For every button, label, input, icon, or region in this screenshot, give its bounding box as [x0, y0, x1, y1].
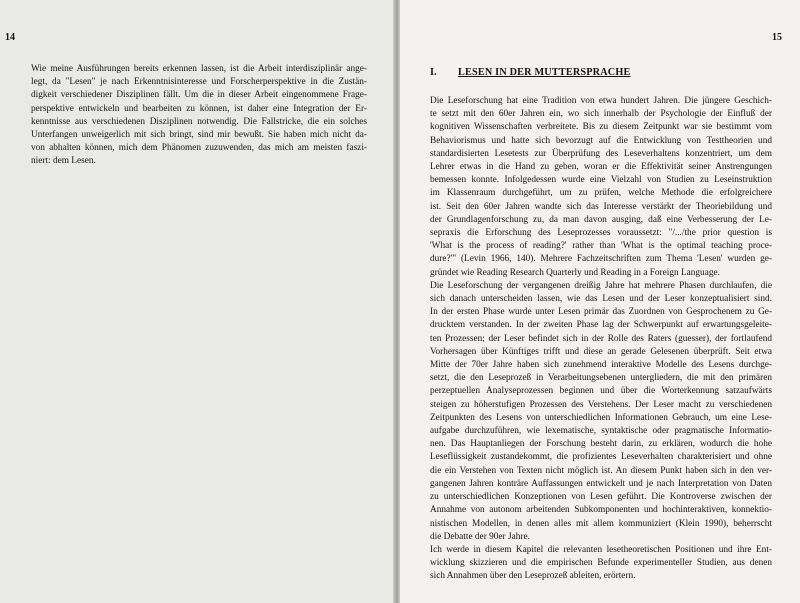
text-line: gangenen Jahren konträre Auffassungen entwickelt und je nach Interpretation von Daten	[430, 478, 772, 489]
text-line: legt, da "Lesen" je nach Erkenntnisinteresse und Forscherperspektive in die Zustän-	[31, 77, 367, 88]
text-line: steigen zu höherstufigen Prozessen des Verstehens. Der Leser macht zu verschiedenen	[430, 399, 772, 410]
chapter-heading	[430, 67, 630, 78]
text-line: digkeit verschiedener Disziplinen fällt. Um die in dieser Arbeit eingenommene Frage-	[31, 90, 367, 101]
text-line: Ich werde in diesem Kapitel die relevanten lesetheoretischen Positionen und ihre Ent-	[430, 544, 772, 555]
text-line: ist. Seit den 60er Jahren wandte sich das Interesse verstärkt der Theoriebildung und	[430, 201, 772, 212]
text-line: Lehrer etwas in die Hand zu geben, woran er die Effektivität seiner Anstrengungen	[430, 162, 772, 173]
text-line: 'What is the process of reading?' rather than 'What is the optimal teaching proce-	[430, 241, 772, 252]
text-line: setzt, die den Leseprozeß in Verarbeitungsebenen untergliedern, die mit den primären	[430, 373, 772, 384]
text-line: von abhalten können, mich dem Phänomen zuzuwenden, das mich am meisten faszi-	[31, 143, 367, 154]
text-line: standardisierten Lesetests zur Überprüfung des Leseverhaltens konzentriert, um dem	[430, 148, 772, 159]
text-line: sich Annahmen über den Leseprozeß ableiten, erörtern.	[430, 571, 636, 582]
text-line: aufgabe durchzuführen, wie lexematische, syntaktische oder pragmatische Informatio-	[430, 426, 772, 437]
text-line: Zeitpunkten des Lesens von unterschiedlichen Informationen Gebrauch, um eine Lese-	[430, 412, 772, 423]
text-line: nen. Das Hauptanliegen der Forschung besteht darin, zu erklären, wodurch die hohe	[430, 439, 772, 450]
chapter-number: I.	[430, 67, 437, 78]
text-line: kognitiven Wissenschaften verbreitete. Bis zu diesem Zeitpunkt war sie bestimmt vom	[430, 122, 772, 133]
text-line: sich danach unterscheiden lassen, wie das Lesen und der Leser konzeptualisiert sind.	[430, 294, 772, 305]
text-line: Wie meine Ausführungen bereits erkennen lassen, ist die Arbeit interdisziplinär ange-	[31, 64, 367, 74]
chapter-body	[430, 95, 772, 584]
text-line: Behaviorismus und hatte sich bevorzugt auf die Entwicklung von Testtheorien und	[430, 135, 772, 146]
right-page	[400, 0, 800, 603]
text-line: wicklung skizzieren und die empirischen Befunde experimenteller Studien, aus denen	[430, 558, 772, 569]
text-line: die ein Verstehen von Texten nicht möglich ist. An diesem Punkt haben sich in den ver-	[430, 465, 772, 476]
text-line: bemessen konnte. Infolgedessen wurde eine Vielzahl von Studien zu Leseinstruktion	[430, 175, 772, 186]
text-line: gründet wie Reading Research Quarterly und Reading in a Foreign Language.	[430, 267, 720, 278]
text-line: Vorhersagen über Künftiges trifft und diese an gerade Gelesenen überprüft. Seit etwa	[430, 346, 772, 357]
text-line: perzeptuellen Analyseprozessen beginnen und über die Worterkennung satzaufwärts	[430, 386, 772, 397]
page-number: 15	[772, 32, 782, 43]
text-line: die Debatte der 90er Jahre.	[430, 531, 530, 542]
page-number: 14	[5, 32, 15, 43]
text-line: Mitte der 70er Jahre haben sich zunehmend interaktive Modelle des Lesens durchge-	[430, 360, 772, 371]
text-line: Annahme von autonom arbeitenden Subkomponenten und hochinteraktiven, konnektio-	[430, 505, 772, 516]
text-line: ten Prozessen; der Leser befindet sich in der Rolle des Raters (guesser), der fortlaufend	[430, 333, 772, 344]
text-line: te setzt mit den 60er Jahren ein, wo sich innerhalb der Psychologie der Einfluß der	[430, 109, 772, 120]
text-line: sepraxis die Erforschung des Leseprozesses voraussetzt: "/.../the prior question is	[430, 228, 772, 239]
text-line: kenntnisse aus verschiedenen Disziplinen notwendig. Die Fallstricke, die ein solches	[31, 116, 367, 127]
text-line: Die Leseforschung der vergangenen dreißig Jahre hat mehrere Phasen durchlaufen, die	[430, 280, 772, 291]
text-line: niert: dem Lesen.	[31, 156, 96, 167]
text-line: In der ersten Phase wurde unter Lesen primär das Zuordnen von Gesprochenem zu Ge-	[430, 307, 772, 318]
text-line: Leseflüssigkeit zustandekommt, die profizientes Leseverhalten charakterisiert und ohne	[430, 452, 772, 463]
text-line: dure?'" (Levin 1966, 140). Mehrere Fachzeitschriften zum Thema 'Lesen' wurden ge-	[430, 254, 772, 265]
text-line: nistischen Modellen, in denen alles mit allem kommuniziert (Klein 1990), beherrscht	[430, 518, 772, 529]
text-line: zu unterschiedlichen Konzeptionen von Lesen geführt. Die Kontroverse zwischen der	[430, 492, 772, 503]
paragraph	[31, 63, 367, 169]
text-line: Unterfangen unweigerlich mit sich bringt, sind mir bewußt. Sie haben mich nicht da-	[31, 130, 367, 141]
text-line: perspektive entwickeln und bearbeiten zu können, ist daher eine Integration der Er-	[31, 103, 367, 114]
text-line: Die Leseforschung hat eine Tradition von etwa hundert Jahren. Die jüngere Geschich-	[430, 96, 772, 106]
text-line: im Klassenraum durchgeführt, um zu prüfen, welche Methode die erfolgreichere	[430, 188, 772, 199]
chapter-title: LESEN IN DER MUTTERSPRACHE	[458, 67, 631, 78]
text-line: der Grundlagenforschung zu, da man davon ausging, daß eine Verbesserung der Le-	[430, 214, 772, 225]
left-page	[0, 0, 395, 603]
text-line: drucktem verstanden. In der zweiten Phase lag der Schwerpunkt auf erwartungsgeleite-	[430, 320, 772, 331]
